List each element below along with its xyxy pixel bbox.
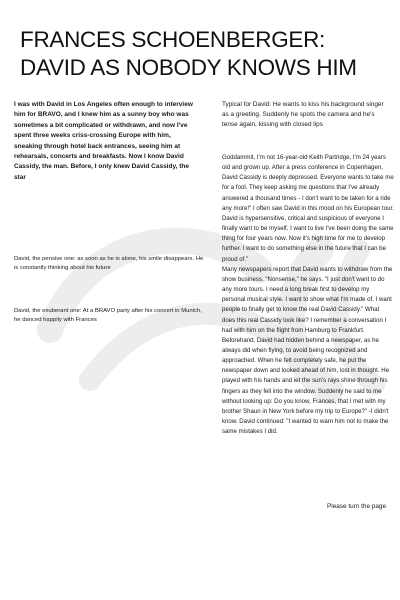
- article-body: [222, 153, 394, 437]
- caption-kiss: Typical for David: He wants to kiss his background singer as a greeting. Suddenly he spots the camera and he's tense again, kissing with closed lips: [222, 101, 384, 128]
- turn-page-note: Please turn the page: [327, 503, 386, 510]
- body-paragraph-2: Many newspapers report that David wants to withdraw from the show business. "Nonsense," he says. "I just don't want to do any more tours. I need a long break first to develop my personal musical style. I want to show what I'm made of. I want people to finally get to know the real David Cassidy." What does this real Cassidy look like? I remember a conversation I had with him on the flight from Hamburg to Frankfurt. Beforehand, David had hidden behind a newspaper, as he always did when flying, to avoid being recognized and approached. When he felt completely safe, he put the newspaper down and looked ahead of him, lost in thought. He played with his hands and let the sun's rays shine through his fingers as they fell into the window. Suddenly he said to me without looking up: Do you know, Frances, that I met with my brother Shaun in New York before my trip to Europe?" -I didn't know. David continued: "I wanted to warn him not to make the same mistakes I did.: [222, 265, 393, 436]
- body-paragraph-1: Goddammit, I'm not 16-year-old Keith Partridge, I'm 24 years old and grown up. After a press conference in Copenhagen, David Cassidy is deeply depressed. Everyone wants to take me for a fool. They keep asking me questions that I've already answered a thousand times - I don't want to be taken for a ride any more!" I often saw David in this mood on his European tour. David is hypersensitive, critical and suspicious of everyone I finally want to be myself, I want to live I've been doing the same thing for four years now. Now it's high time for me to develop further. I want to do something else in the future that I can be proud of.": [222, 154, 394, 263]
- caption-pensive: David, the pensive one: as soon as he is alone, his smile disappears. He is constantly thinking about his future: [14, 256, 204, 271]
- caption-exuberant: David, the exuberant one: At a BRAVO party after his concert in Munich, he danced happily with Frances: [14, 308, 202, 323]
- page-title: [20, 26, 390, 82]
- intro-paragraph: I was with David in Los Angeles often enough to interview him for BRAVO, and I knew him as a sunny boy who was sometimes a bit complicated or withdrawn, and now I've spent three weeks criss-crossing Europe with him, sneaking through hotel back entrances, seeing him at rehearsals, concerts and breakfasts. Now I know David Cassidy, the man. Before, I only knew David Cassidy, the star: [14, 101, 193, 181]
- title-line-2: DAVID AS NOBODY KNOWS HIM: [20, 55, 357, 80]
- title-line-1: FRANCES SCHOENBERGER:: [20, 27, 325, 52]
